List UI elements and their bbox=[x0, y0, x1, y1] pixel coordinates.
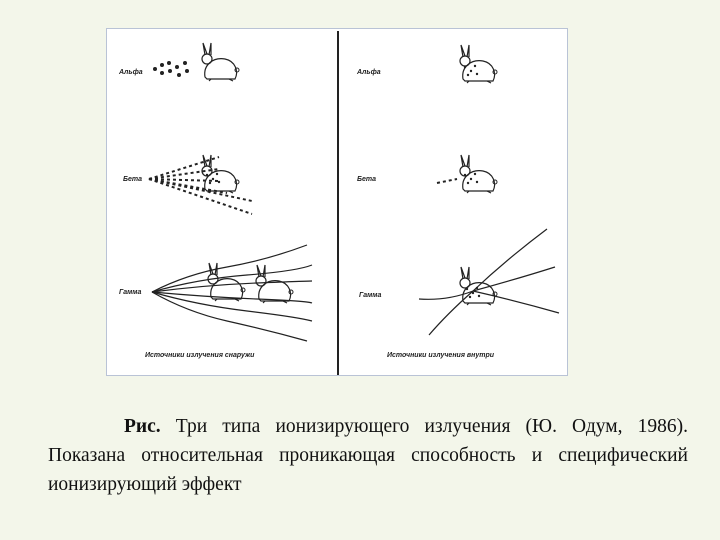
right-label-gamma: Гамма bbox=[359, 292, 382, 299]
gamma-inner-rays bbox=[419, 229, 559, 335]
rabbit-left-beta-spots bbox=[206, 173, 220, 184]
left-label-gamma: Гамма bbox=[119, 289, 142, 296]
right-footer: Источники излучения внутри bbox=[387, 352, 495, 359]
caption-text: Три типа ионизирующего излучения (Ю. Одум, 1986). Показана относительная проникающая способность и специфический ионизирующий эффект bbox=[48, 416, 688, 495]
radiation-figure bbox=[106, 28, 568, 376]
beta-inner-ray bbox=[437, 179, 457, 183]
figure-drawing bbox=[107, 29, 569, 377]
left-label-beta: Бета bbox=[123, 176, 142, 183]
left-label-alpha: Альфа bbox=[119, 69, 143, 76]
figure-caption bbox=[48, 412, 688, 499]
rabbit-right-beta-spots bbox=[464, 173, 478, 184]
rabbit-left-gamma-1 bbox=[208, 263, 245, 301]
rabbit-left-alpha bbox=[202, 43, 239, 81]
rabbit-right-alpha bbox=[460, 45, 497, 83]
rabbit-right-alpha-spots bbox=[464, 65, 478, 76]
left-footer: Источники излучения снаружи bbox=[145, 352, 255, 359]
right-label-alpha: Альфа bbox=[357, 69, 381, 76]
right-label-beta: Бета bbox=[357, 176, 376, 183]
caption-lead: Рис. bbox=[124, 416, 161, 437]
gamma-rays bbox=[152, 245, 312, 341]
alpha-particles bbox=[153, 61, 189, 77]
